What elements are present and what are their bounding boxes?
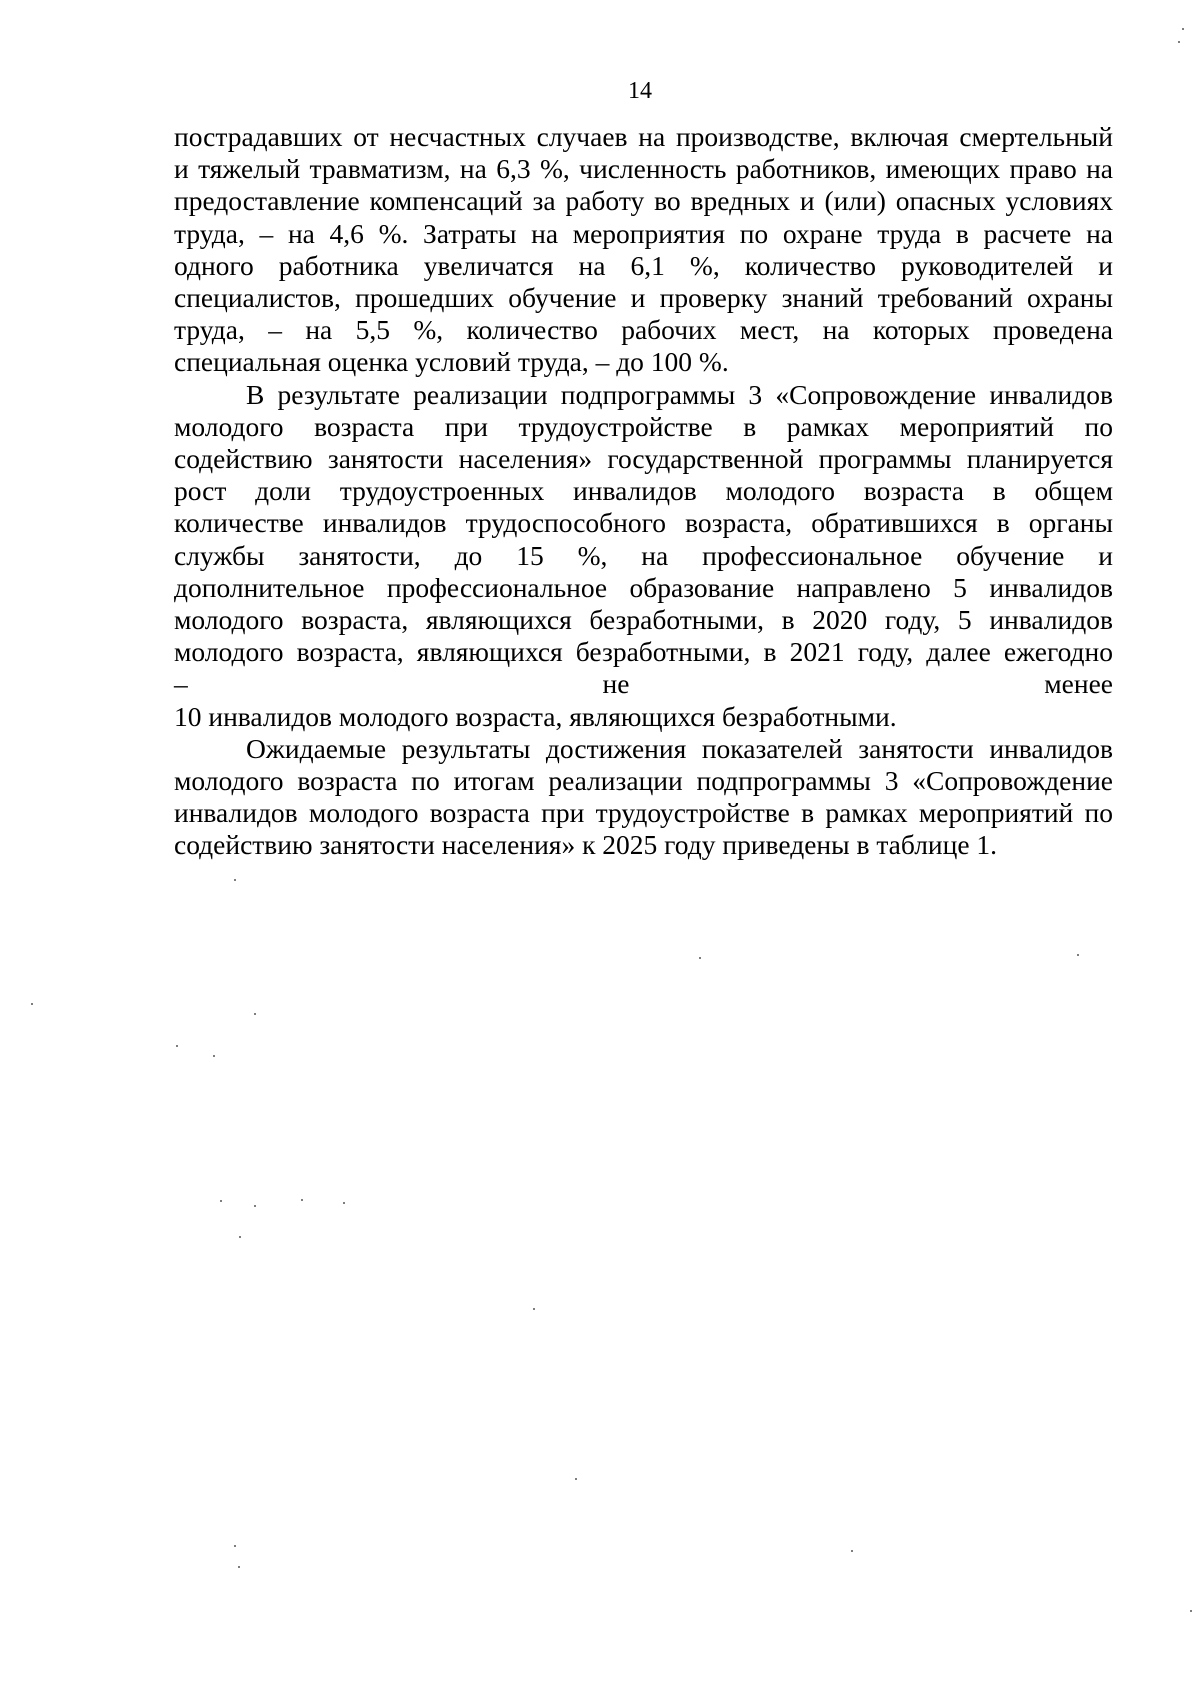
scan-speck xyxy=(239,1236,241,1238)
paragraph-line: специальная оценка условий труда, – до 100 %. xyxy=(174,346,729,378)
paragraph-line: пострадавших от несчастных случаев на производстве, включая смертельный xyxy=(174,121,1113,152)
paragraph-line: инвалидов молодого возраста при трудоустройстве в рамках мероприятий по xyxy=(174,797,1113,829)
paragraph-line: молодого возраста при трудоустройстве в рамках мероприятий по xyxy=(174,410,1113,442)
scan-speck xyxy=(31,1003,33,1005)
paragraph-line: содействию занятости населения» к 2025 году приведены в таблице 1. xyxy=(174,829,998,861)
scan-speck xyxy=(1182,28,1184,30)
scan-speck xyxy=(1077,954,1079,956)
scan-speck xyxy=(254,1013,256,1015)
scan-speck xyxy=(1190,1610,1192,1612)
subprogram-results-paragraph xyxy=(174,379,1113,733)
paragraph-line: содействию занятости населения» государственной программы планируется xyxy=(174,443,1113,475)
scan-speck xyxy=(238,1566,240,1568)
scan-speck xyxy=(234,1545,236,1547)
paragraph-line: – не менее xyxy=(174,668,1113,700)
paragraph-line: количестве инвалидов трудоспособного возраста, обратившихся в органы xyxy=(174,507,1113,539)
paragraph-line: специалистов, прошедших обучение и проверку знаний требований охраны xyxy=(174,282,1113,314)
scan-speck xyxy=(254,1205,256,1207)
scan-speck xyxy=(343,1202,345,1204)
scan-speck xyxy=(213,1055,215,1057)
paragraph-first-line: В результате реализации подпрограммы 3 «Сопровождение инвалидов xyxy=(246,378,1113,410)
paragraph-line: предоставление компенсаций за работу во вредных и (или) опасных условиях xyxy=(174,185,1113,217)
scan-speck xyxy=(851,1550,853,1552)
expected-results-paragraph xyxy=(174,733,1113,862)
scan-speck xyxy=(533,1308,535,1310)
scan-speck xyxy=(176,1045,178,1047)
paragraph-line: 10 инвалидов молодого возраста, являющихся безработными. xyxy=(174,700,897,732)
paragraph-first-line: Ожидаемые результаты достижения показателей занятости инвалидов xyxy=(246,732,1113,764)
scan-speck xyxy=(575,1478,577,1480)
scan-speck xyxy=(301,1199,303,1201)
page-number: 14 xyxy=(628,78,652,104)
paragraph-line: труда, – на 5,5 %, количество рабочих мест, на которых проведена xyxy=(174,314,1113,346)
paragraph-line: дополнительное профессиональное образование направлено 5 инвалидов xyxy=(174,571,1113,603)
scan-speck xyxy=(234,879,236,881)
paragraph-line: молодого возраста, являющихся безработными, в 2021 году, далее ежегодно xyxy=(174,636,1113,668)
continued-paragraph xyxy=(174,121,1113,379)
paragraph-line: молодого возраста по итогам реализации подпрограммы 3 «Сопровождение xyxy=(174,765,1113,797)
document-body xyxy=(174,121,1113,862)
scan-speck xyxy=(1178,41,1180,43)
paragraph-line: службы занятости, до 15 %, на профессиональное обучение и xyxy=(174,539,1113,571)
scan-speck xyxy=(699,957,701,959)
paragraph-line: труда, – на 4,6 %. Затраты на мероприятия по охране труда в расчете на xyxy=(174,217,1113,249)
paragraph-line: рост доли трудоустроенных инвалидов молодого возраста в общем xyxy=(174,475,1113,507)
scan-speck xyxy=(220,1200,222,1202)
paragraph-line: и тяжелый травматизм, на 6,3 %, численность работников, имеющих право на xyxy=(174,153,1113,185)
paragraph-line: одного работника увеличатся на 6,1 %, количество руководителей и xyxy=(174,249,1113,281)
paragraph-line: молодого возраста, являющихся безработными, в 2020 году, 5 инвалидов xyxy=(174,604,1113,636)
